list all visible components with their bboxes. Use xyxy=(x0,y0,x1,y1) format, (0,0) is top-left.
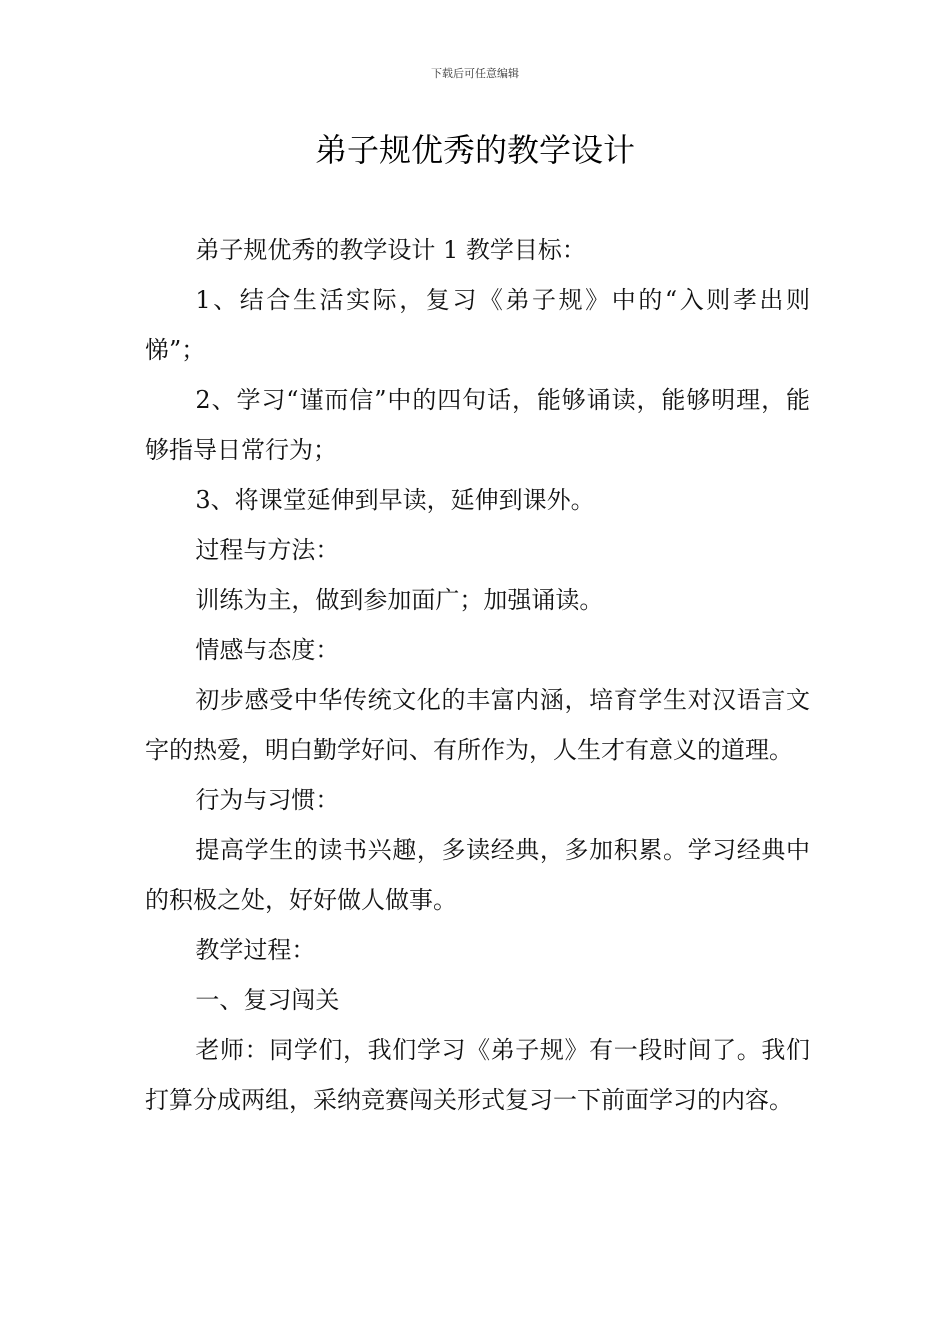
paragraph-section-review: 一、复习闯关 xyxy=(195,986,340,1014)
document-title: 弟子规优秀的教学设计 xyxy=(314,131,635,169)
document-body xyxy=(145,225,810,1125)
paragraph-objective-3: 3、将课堂延伸到早读，延伸到课外。 xyxy=(195,486,595,514)
paragraph-behavior: 提高学生的读书兴趣，多读经典，多加积累。学习经典中的积极之处，好好做人做事。 xyxy=(145,836,810,914)
paragraph-teaching-process-heading: 教学过程： xyxy=(195,936,316,964)
paragraph-process-method: 训练为主，做到参加面广；加强诵读。 xyxy=(195,586,604,614)
paragraph-teacher-speech: 老师：同学们，我们学习《弟子规》有一段时间了。我们打算分成两组，采纳竞赛闯关形式复习一下前面学习的内容。 xyxy=(145,1036,810,1114)
paragraph-objective-1: 1、结合生活实际，复习《弟子规》中的“入则孝出则悌”； xyxy=(145,286,810,364)
paragraph-behavior-heading: 行为与习惯： xyxy=(195,786,340,814)
paragraph-process-method-heading: 过程与方法： xyxy=(195,536,340,564)
paragraph-objectives-heading: 弟子规优秀的教学设计 1 教学目标： xyxy=(195,236,586,264)
paragraph-emotion-heading: 情感与态度： xyxy=(195,636,340,664)
paragraph-emotion: 初步感受中华传统文化的丰富内涵，培育学生对汉语言文字的热爱，明白勤学好问、有所作为，人生才有意义的道理。 xyxy=(145,686,810,764)
header-note: 下载后可任意编辑 xyxy=(431,67,519,80)
paragraph-objective-2: 2、学习“谨而信”中的四句话，能够诵读，能够明理，能够指导日常行为； xyxy=(145,386,810,464)
